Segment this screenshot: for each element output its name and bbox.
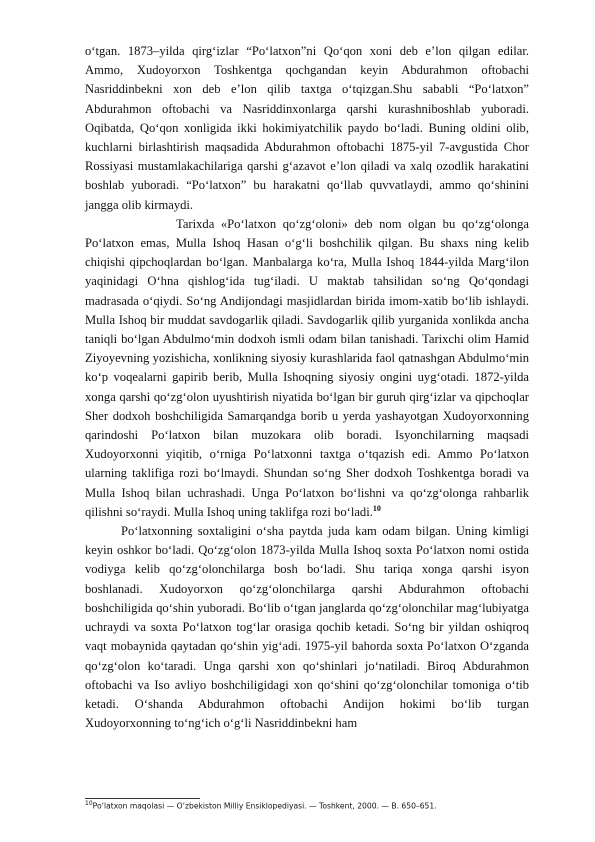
document-body bbox=[85, 42, 529, 733]
paragraph-3: Po‘latxonning soxtaligini o‘sha paytda juda kam odam bilgan. Uning kimligi keyin oshkor bo‘ladi. Qo‘zg‘olon 1873-yilda Mulla Ishoq soxta Po‘latxon nomi ostida vodiyga kelib qo‘zg‘olonchilarga bosh bo‘ladi. Shu tariqa xonga qarshi isyon boshlanadi. Xudoyorxon qo‘zg‘olonchilarga qarshi Abdurahmon oftobachi boshchiligida qo‘shin yuboradi. Bo‘lib o‘tgan janglarda qo‘zg‘olonchilar mag‘lubiyatga uchraydi va soxta Po‘latxon tog‘lar orasiga qochib ketadi. So‘ng bir yildan oshiqroq vaqt mobaynida qaytadan qo‘shin yig‘adi. 1975-yil bahorda soxta Po‘latxon O‘zganda qo‘zg‘olon ko‘taradi. Unga qarshi xon qo‘shinlari jo‘natiladi. Biroq Abdurahmon oftobachi va Iso avliyo boshchiligidagi xon qo‘shini qo‘zg‘olonchilar tomoniga o‘tib ketadi. O‘shanda Abdurahmon oftobachi Andijon hokimi bo‘lib turgan Xudoyorxonning to‘ng‘ich o‘g‘li Nasriddinbekni ham bbox=[85, 524, 529, 731]
footnote-text: Po‘latxon maqolasi — O‘zbekiston Milliy Ensiklopediyasi. — Toshkent, 2000. — B. 650–651. bbox=[92, 801, 437, 811]
footnote bbox=[85, 800, 529, 811]
footnote-divider bbox=[85, 798, 200, 799]
footnote-number: 10 bbox=[85, 800, 93, 807]
paragraph-2-text: Tarixda «Po‘latxon qo‘zg‘oloni» deb nom olgan bu qo‘zg‘olonga Po‘latxon emas, Mulla Ishoq Hasan o‘g‘li boshchilik qilgan. Bu shaxs ning kelib chiqishi qipchoqlardan bo‘lgan. Manbalarga ko‘ra, Mulla Ishoq 1844-yilda Marg‘ilon yaqinidagi O‘hna qishlog‘ida tug‘iladi. U maktab tahsilidan so‘ng Qo‘qondagi madrasada o‘qiydi. So‘ng Andijondagi masjidlardan birida imom-xatib bo‘lib ishlaydi. Mulla Ishoq bir muddat savdogarlik qiladi. Savdogarlik qilib yurganida xonlikda ancha taniqli bo‘lgan Abdulmo‘min dodxoh ismli odam bilan tanishadi. Tarixchi olim Hamid Ziyoyevning yozishicha, xonlikning siyosiy kurashlarida faol qatnashgan Abdulmo‘min ko‘p voqealarni gapirib berib, Mulla Ishoqning siyosiy ongini uyg‘otadi. 1872-yilda xonga qarshi qo‘zg‘olon uyushtirish niyatida bo‘lgan bir guruh qirg‘izlar va qipchoqlar Sher dodxoh boshchiligida Samarqandga borib u yerda yashayotgan Xudoyorxonning qarindoshi Po‘latxon bilan muzokara olib boradi. Isyonchilarning maqsadi Xudoyorxonni yiqitib, o‘rniga Po‘latxonni taxtga o‘tqazish edi. Ammo Po‘latxon ularning taklifiga rozi bo‘lmaydi. Shundan so‘ng Sher dodxoh Toshkentga boradi va Mulla Ishoq bilan uchrashadi. Unga Po‘latxon bo‘lishni va qo‘zg‘olonga rahbarlik qilishni so‘raydi. Mulla Ishoq uning taklifga rozi bo‘ladi. bbox=[85, 216, 529, 519]
paragraph-2 bbox=[85, 215, 529, 522]
paragraph-1: o‘tgan. 1873–yilda qirg‘izlar “Po‘latxon”ni Qo‘qon xoni deb e’lon qilgan edilar. Ammo, Xudoyorxon Toshkentga qochgandan keyin Abdurahmon oftobachi Nasriddinbekni xon deb e’lon qilib taxtga o‘tqizgan.Shu sababli “Po‘latxon” Abdurahmon oftobachi va Nasriddinxonlarga qarshi kurashniboshlab yuboradi. Oqibatda, Qo‘qon xonligida ikki hokimiyatchilik paydo bo‘ladi. Buning oldini olib, kuchlarni birlashtirish maqsadida Abdurahmon oftobachi 1875-yil 7-avgustida Chor Rossiyasi mustamlakachilariga qarshi g‘azavot e’lon qiladi va xalq ozodlik harakatini boshlab yuboradi. “Po‘latxon” bu harakatni qo‘llab quvvatlaydi, ammo qo‘shinini jangga olib kirmaydi. bbox=[85, 44, 529, 212]
footnote-reference[interactable]: 10 bbox=[372, 503, 381, 513]
